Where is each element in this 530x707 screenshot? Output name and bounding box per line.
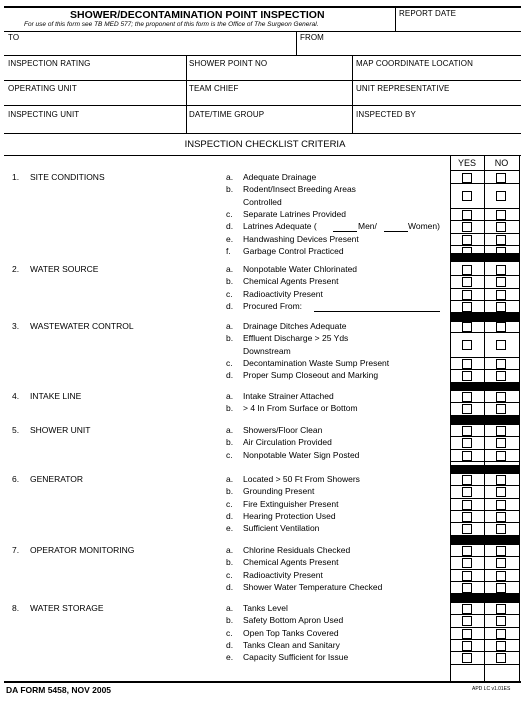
section-number: 4. bbox=[12, 391, 20, 401]
yes-checkbox[interactable] bbox=[462, 487, 472, 497]
item-text: Nonpotable Water Sign Posted bbox=[243, 449, 360, 460]
no-checkbox[interactable] bbox=[496, 604, 506, 614]
yes-checkbox[interactable] bbox=[462, 653, 472, 663]
row-divider bbox=[450, 651, 520, 652]
item-letter: b. bbox=[226, 276, 234, 287]
item-letter: d. bbox=[226, 510, 234, 521]
item-letter: d. bbox=[226, 300, 234, 311]
yes-checkbox[interactable] bbox=[462, 558, 472, 568]
footer-version: APD LC v1.01ES bbox=[472, 686, 511, 692]
section-number: 2. bbox=[12, 264, 20, 274]
yes-checkbox[interactable] bbox=[462, 604, 472, 614]
item-letter: a. bbox=[226, 425, 234, 435]
item-letter: c. bbox=[226, 288, 233, 299]
no-checkbox[interactable] bbox=[496, 546, 506, 556]
no-checkbox[interactable] bbox=[496, 653, 506, 663]
item-text: Showers/Floor Clean bbox=[243, 425, 323, 435]
item-text: Decontamination Waste Sump Present bbox=[243, 357, 390, 368]
item-text: Garbage Control Practiced bbox=[243, 245, 344, 256]
item-letter: c. bbox=[226, 208, 233, 219]
section-number: 8. bbox=[12, 603, 20, 613]
section-separator-band bbox=[450, 416, 520, 425]
item-text: Drainage Ditches Adequate bbox=[243, 321, 347, 331]
yes-checkbox[interactable] bbox=[462, 235, 472, 245]
unit-representative-label: UNIT REPRESENTATIVE bbox=[356, 84, 450, 93]
item-letter: a. bbox=[226, 391, 234, 401]
no-checkbox[interactable] bbox=[496, 265, 506, 275]
item-letter: b. bbox=[226, 403, 234, 414]
no-checkbox[interactable] bbox=[496, 641, 506, 651]
yes-checkbox[interactable] bbox=[462, 583, 472, 593]
item-letter: c. bbox=[226, 498, 233, 509]
no-checkbox[interactable] bbox=[496, 235, 506, 245]
report-date-label: REPORT DATE bbox=[399, 9, 457, 18]
section-name: GENERATOR bbox=[30, 474, 84, 484]
section-separator-band bbox=[450, 465, 520, 474]
item-text: Chlorine Residuals Checked bbox=[243, 545, 351, 555]
item-text: Radioactivity Present bbox=[243, 569, 323, 580]
item-text: Chemical Agents Present bbox=[243, 557, 339, 568]
row-divider bbox=[450, 288, 520, 289]
no-checkbox[interactable] bbox=[496, 426, 506, 436]
row-divider bbox=[450, 627, 520, 628]
item-text: Located > 50 Ft From Showers bbox=[243, 474, 360, 484]
no-checkbox[interactable] bbox=[496, 290, 506, 300]
yes-checkbox[interactable] bbox=[462, 265, 472, 275]
item-text: Tanks Level bbox=[243, 603, 288, 613]
inspected-by-label: INSPECTED BY bbox=[356, 110, 416, 119]
section-number: 1. bbox=[12, 172, 20, 182]
no-header: NO bbox=[494, 158, 509, 168]
item-text: Shower Water Temperature Checked bbox=[243, 581, 383, 592]
item-letter: e. bbox=[226, 652, 234, 663]
inspecting-unit-label: INSPECTING UNIT bbox=[8, 110, 80, 119]
team-chief-label: TEAM CHIEF bbox=[189, 84, 239, 93]
item-letter: a. bbox=[226, 264, 234, 274]
item-letter: d. bbox=[226, 639, 234, 650]
men-label: Men/ bbox=[358, 221, 377, 232]
section-name: WASTEWATER CONTROL bbox=[30, 321, 134, 331]
yes-checkbox[interactable] bbox=[462, 340, 472, 350]
section-separator-band bbox=[450, 253, 520, 262]
shower-point-no-label: SHOWER POINT NO bbox=[189, 59, 268, 68]
to-label: TO bbox=[8, 33, 20, 42]
item-text: Latrines Adequate ( bbox=[243, 221, 317, 232]
item-text: > 4 In From Surface or Bottom bbox=[243, 403, 358, 414]
section-name: SITE CONDITIONS bbox=[30, 172, 105, 182]
item-text: Open Top Tanks Covered bbox=[243, 627, 339, 638]
item-letter: e. bbox=[226, 523, 234, 534]
item-letter: c. bbox=[226, 569, 233, 580]
no-checkbox[interactable] bbox=[496, 277, 506, 287]
item-text: Chemical Agents Present bbox=[243, 276, 339, 287]
no-checkbox[interactable] bbox=[496, 222, 506, 232]
item-letter: b. bbox=[226, 486, 234, 497]
row-divider bbox=[450, 208, 520, 209]
row-divider bbox=[450, 183, 520, 184]
row-divider bbox=[450, 639, 520, 640]
no-checkbox[interactable] bbox=[496, 371, 506, 381]
item-letter: d. bbox=[226, 370, 234, 381]
item-letter: c. bbox=[226, 357, 233, 368]
no-checkbox[interactable] bbox=[496, 191, 506, 201]
no-checkbox[interactable] bbox=[496, 438, 506, 448]
item-text: Procured From: bbox=[243, 300, 303, 311]
section-name: SHOWER UNIT bbox=[30, 425, 91, 435]
yes-header: YES bbox=[457, 158, 476, 168]
section-name: OPERATOR MONITORING bbox=[30, 545, 135, 555]
yes-checkbox[interactable] bbox=[462, 451, 472, 461]
to-field[interactable] bbox=[20, 42, 294, 54]
item-letter: a. bbox=[226, 172, 234, 182]
yes-checkbox[interactable] bbox=[462, 616, 472, 626]
no-checkbox[interactable] bbox=[496, 322, 506, 332]
item-text: Rodent/Insect Breeding Areas bbox=[243, 184, 356, 195]
yes-checkbox[interactable] bbox=[462, 512, 472, 522]
item-text: Radioactivity Present bbox=[243, 288, 323, 299]
item-letter: a. bbox=[226, 545, 234, 555]
item-letter: b. bbox=[226, 437, 234, 448]
footer-form-number: DA FORM 5458, NOV 2005 bbox=[6, 685, 112, 695]
item-text-continued: Downstream bbox=[243, 345, 291, 356]
map-coordinate-label: MAP COORDINATE LOCATION bbox=[356, 59, 473, 68]
item-text: Air Circulation Provided bbox=[243, 437, 332, 448]
item-text: Nonpotable Water Chlorinated bbox=[243, 264, 358, 274]
procured-from-line bbox=[314, 311, 440, 312]
no-checkbox[interactable] bbox=[496, 475, 506, 485]
no-checkbox[interactable] bbox=[496, 173, 506, 183]
row-divider bbox=[450, 332, 520, 333]
no-checkbox[interactable] bbox=[496, 359, 506, 369]
row-divider bbox=[450, 300, 520, 301]
row-divider bbox=[450, 233, 520, 234]
item-letter: b. bbox=[226, 557, 234, 568]
row-divider bbox=[450, 664, 520, 665]
item-text: Capacity Sufficient for Issue bbox=[243, 652, 349, 663]
yes-checkbox[interactable] bbox=[462, 173, 472, 183]
date-time-group-label: DATE/TIME GROUP bbox=[189, 110, 265, 119]
item-letter: c. bbox=[226, 449, 233, 460]
yes-checkbox[interactable] bbox=[462, 546, 472, 556]
item-text: Hearing Protection Used bbox=[243, 510, 336, 521]
item-text-continued: Controlled bbox=[243, 196, 282, 207]
row-divider bbox=[450, 275, 520, 276]
section-number: 3. bbox=[12, 321, 20, 331]
yes-checkbox[interactable] bbox=[462, 359, 472, 369]
yes-checkbox[interactable] bbox=[462, 629, 472, 639]
inspection-rating-label: INSPECTION RATING bbox=[8, 59, 91, 68]
yes-checkbox[interactable] bbox=[462, 210, 472, 220]
no-checkbox[interactable] bbox=[496, 524, 506, 534]
section-separator-band bbox=[450, 382, 520, 391]
item-letter: b. bbox=[226, 184, 234, 195]
no-checkbox[interactable] bbox=[496, 616, 506, 626]
row-divider bbox=[450, 449, 520, 450]
item-text: Proper Sump Closeout and Marking bbox=[243, 370, 379, 381]
yes-checkbox[interactable] bbox=[462, 426, 472, 436]
no-checkbox[interactable] bbox=[496, 629, 506, 639]
row-divider bbox=[450, 357, 520, 358]
yes-checkbox[interactable] bbox=[462, 290, 472, 300]
yes-checkbox[interactable] bbox=[462, 222, 472, 232]
no-checkbox[interactable] bbox=[496, 340, 506, 350]
row-divider bbox=[450, 522, 520, 523]
from-label: FROM bbox=[300, 33, 324, 42]
item-text: Grounding Present bbox=[243, 486, 315, 497]
operating-unit-label: OPERATING UNIT bbox=[8, 84, 77, 93]
item-letter: f. bbox=[226, 245, 231, 256]
row-divider bbox=[450, 614, 520, 615]
section-separator-band bbox=[450, 313, 520, 322]
row-divider bbox=[450, 498, 520, 499]
item-letter: c. bbox=[226, 627, 233, 638]
report-date-field[interactable] bbox=[398, 19, 520, 31]
item-letter: d. bbox=[226, 221, 234, 232]
yes-checkbox[interactable] bbox=[462, 500, 472, 510]
section-number: 7. bbox=[12, 545, 20, 555]
section-separator-band bbox=[450, 594, 520, 603]
row-divider bbox=[450, 556, 520, 557]
blank-line bbox=[384, 231, 408, 232]
item-letter: b. bbox=[226, 615, 234, 626]
no-checkbox[interactable] bbox=[496, 512, 506, 522]
item-text: Safety Bottom Apron Used bbox=[243, 615, 344, 626]
item-text: Sufficient Ventilation bbox=[243, 523, 320, 534]
item-letter: d. bbox=[226, 581, 234, 592]
item-letter: a. bbox=[226, 474, 234, 484]
form-title: SHOWER/DECONTAMINATION POINT INSPECTION bbox=[70, 9, 325, 21]
row-divider bbox=[450, 485, 520, 486]
yes-checkbox[interactable] bbox=[462, 322, 472, 332]
no-checkbox[interactable] bbox=[496, 451, 506, 461]
section-separator-band bbox=[450, 536, 520, 545]
no-checkbox[interactable] bbox=[496, 302, 506, 312]
row-divider bbox=[450, 581, 520, 582]
yes-checkbox[interactable] bbox=[462, 392, 472, 402]
item-text: Fire Extinguisher Present bbox=[243, 498, 339, 509]
item-letter: b. bbox=[226, 333, 234, 344]
yes-checkbox[interactable] bbox=[462, 404, 472, 414]
section-name: WATER SOURCE bbox=[30, 264, 99, 274]
item-text: Separate Latrines Provided bbox=[243, 208, 347, 219]
section-name: WATER STORAGE bbox=[30, 603, 104, 613]
item-letter: e. bbox=[226, 233, 234, 244]
item-letter: a. bbox=[226, 321, 234, 331]
yes-checkbox[interactable] bbox=[462, 438, 472, 448]
row-divider bbox=[450, 569, 520, 570]
item-text: Intake Strainer Attached bbox=[243, 391, 334, 401]
item-text: Effluent Discharge > 25 Yds bbox=[243, 333, 349, 344]
no-checkbox[interactable] bbox=[496, 583, 506, 593]
row-divider bbox=[450, 436, 520, 437]
row-divider bbox=[450, 245, 520, 246]
blank-line bbox=[333, 231, 357, 232]
yes-checkbox[interactable] bbox=[462, 277, 472, 287]
item-text: Adequate Drainage bbox=[243, 172, 317, 182]
yes-checkbox[interactable] bbox=[462, 475, 472, 485]
from-field[interactable] bbox=[300, 42, 519, 54]
yes-checkbox[interactable] bbox=[462, 571, 472, 581]
row-divider bbox=[450, 510, 520, 511]
no-checkbox[interactable] bbox=[496, 392, 506, 402]
no-checkbox[interactable] bbox=[496, 404, 506, 414]
no-checkbox[interactable] bbox=[496, 500, 506, 510]
row-divider bbox=[450, 402, 520, 403]
section-name: INTAKE LINE bbox=[30, 391, 82, 401]
no-checkbox[interactable] bbox=[496, 487, 506, 497]
section-number: 5. bbox=[12, 425, 20, 435]
item-text: Handwashing Devices Present bbox=[243, 233, 359, 244]
checklist-title: INSPECTION CHECKLIST CRITERIA bbox=[184, 139, 346, 150]
row-divider bbox=[450, 369, 520, 370]
item-letter: a. bbox=[226, 603, 234, 613]
no-checkbox[interactable] bbox=[496, 571, 506, 581]
yes-checkbox[interactable] bbox=[462, 371, 472, 381]
no-checkbox[interactable] bbox=[496, 558, 506, 568]
yes-checkbox[interactable] bbox=[462, 302, 472, 312]
form-subtitle: For use of this form see TB MED 577; the proponent of this form is the Office of The Surgeon General. bbox=[24, 21, 319, 28]
yes-checkbox[interactable] bbox=[462, 191, 472, 201]
yes-checkbox[interactable] bbox=[462, 641, 472, 651]
row-divider bbox=[450, 461, 520, 462]
row-divider bbox=[450, 220, 520, 221]
section-number: 6. bbox=[12, 474, 20, 484]
yes-checkbox[interactable] bbox=[462, 524, 472, 534]
women-label: Women) bbox=[408, 221, 440, 232]
no-checkbox[interactable] bbox=[496, 210, 506, 220]
item-text: Tanks Clean and Sanitary bbox=[243, 639, 340, 650]
